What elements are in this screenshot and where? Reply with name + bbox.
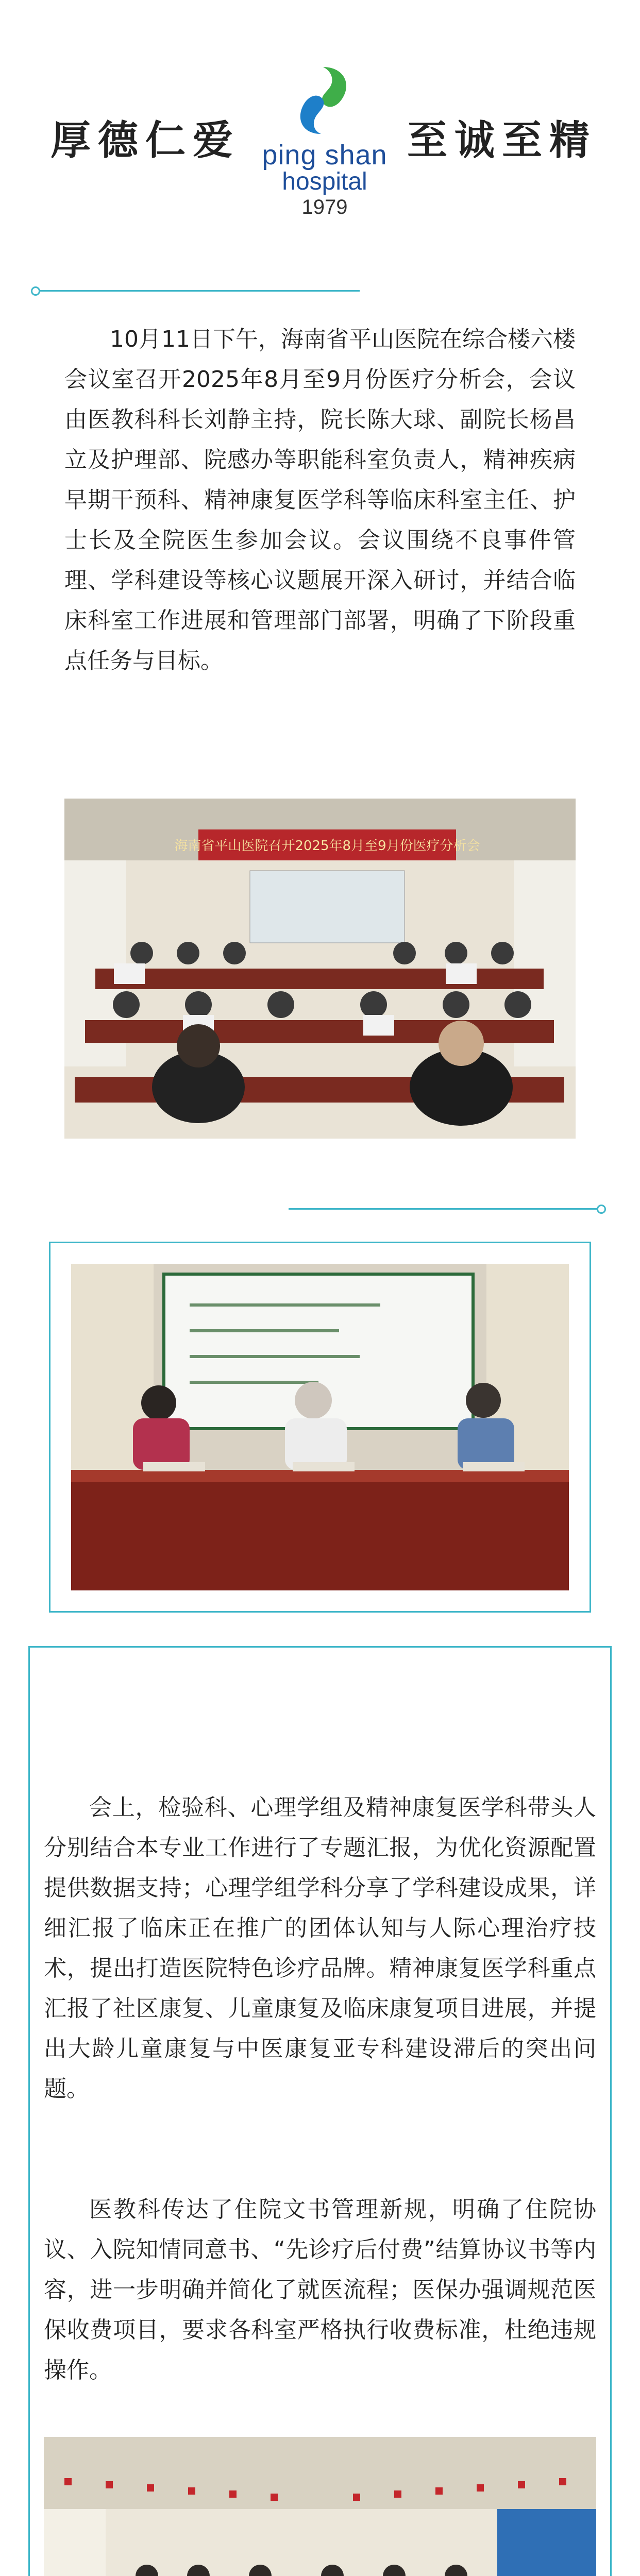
intro-paragraph (64, 319, 576, 681)
education-text: 医教科传达了住院文书管理新规，明确了住院协议、入院知情同意书、“先诊疗后付费”结算协议书等内容，进一步明确并简化了就医流程；医保办强调规范医保收费项目，要求各科室严格执行收费标准，杜绝违规操作。 (44, 2196, 596, 2383)
logo-sub-text: hospital (282, 168, 367, 195)
divider-dot (31, 286, 40, 296)
logo-brand-text: ping shan (262, 140, 388, 171)
divider-line (40, 290, 360, 292)
divider-dot (597, 1205, 606, 1214)
logo-year: 1979 (301, 196, 348, 218)
intro-text: 10月11日下午，海南省平山医院在综合楼六楼会议室召开2025年8月至9月份医疗分析会，会议由医教科科长刘静主持，院长陈大球、副院长杨昌立及护理部、院感办等职能科室负责人，精神疾病早期干预科、精神康复医学科等临床科室主任、护士长及全院医生参加会议。会议围绕不良事件管理、学科建设等核心议题展开深入研讨，并结合临床科室工作进展和管理部门部署，明确了下阶段重点任务与目标。 (64, 326, 576, 674)
page-header (0, 0, 640, 227)
audience-photo (44, 2437, 596, 2576)
slogan-right: 至诚至精 (407, 117, 597, 164)
hospital-logo (262, 62, 388, 232)
photo-frame (49, 1242, 591, 1613)
meeting-hall-photo (64, 799, 576, 1139)
leaf-logo-icon (291, 62, 358, 139)
education-paragraph (44, 2190, 596, 2391)
reports-paragraph (44, 1788, 596, 2109)
banner-text: 海南省平山医院召开2025年8月至9月份医疗分析会 (174, 838, 480, 854)
divider-line (289, 1208, 598, 1210)
reports-text: 会上，检验科、心理学组及精神康复医学科带头人分别结合本专业工作进行了专题汇报，为优化资源配置提供数据支持；心理学组学科分享了学科建设成果，详细汇报了临床正在推广的团体认知与人际心理治疗技术，提出打造医院特色诊疗品牌。精神康复医学科重点汇报了社区康复、儿童康复及临床康复项目进展，并提出大龄儿童康复与中医康复亚专科建设滞后的突出问题。 (44, 1794, 596, 2102)
slogan-left: 厚德仁爱 (50, 117, 241, 164)
presiding-table-photo (71, 1264, 569, 1590)
